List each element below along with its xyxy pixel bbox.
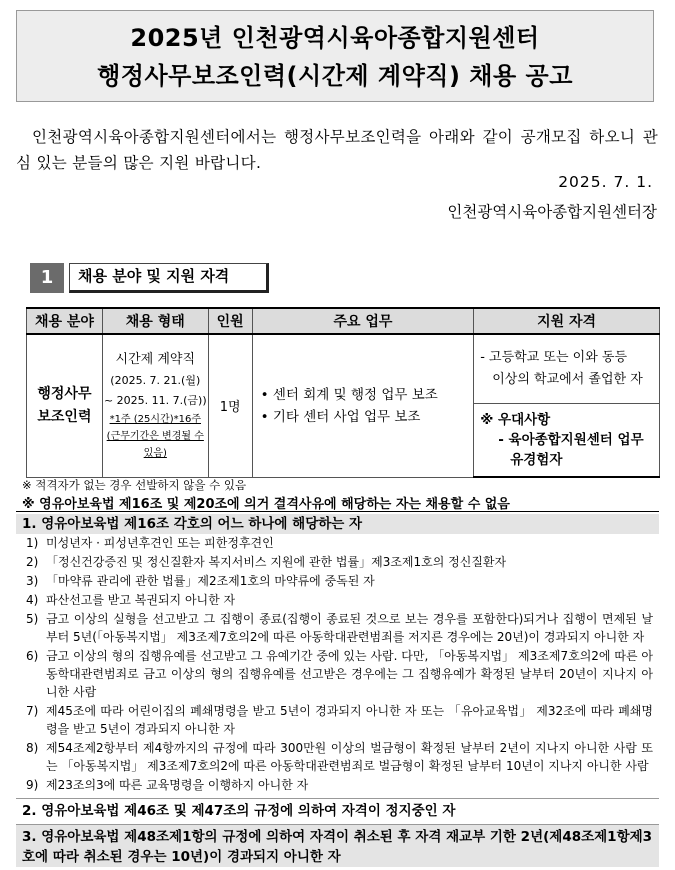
item-number: 9) xyxy=(26,778,39,792)
list-item xyxy=(26,610,653,646)
list-item xyxy=(26,702,653,738)
item-text: 「마약류 관리에 관한 법률」제2조제1호의 마약류에 중독된 자 xyxy=(46,574,375,588)
item-text: 제23조의3에 따른 교육명령을 이행하지 아니한 자 xyxy=(46,778,309,792)
qualification-line: 이상의 학교에서 졸업한 자 xyxy=(492,372,643,387)
item-number: 4) xyxy=(26,593,39,607)
disqualification-heading-3: 3. 영유아보육법 제48조제1항의 규정에 의하여 자격이 취소된 후 자격 재교부 기한 2년(제48조제1항제3호에 따라 취소된 경우는 10년)이 경과되지 아니한 자 xyxy=(16,824,659,867)
header-type: 채용 형태 xyxy=(102,308,208,334)
list-item xyxy=(26,553,653,571)
qualification-line: - 고등학교 또는 이와 동등 xyxy=(480,350,628,365)
item-number: 6) xyxy=(26,649,39,663)
header-qualification: 지원 자격 xyxy=(474,308,660,334)
disqualification-box xyxy=(16,511,659,865)
item-text: 「정신건강증진 및 정신질환자 복지서비스 지원에 관한 법률」제3조제1호의 정신질환자 xyxy=(46,555,507,569)
item-text: 금고 이상의 실형을 선고받고 그 집행이 종료(집행이 종료된 것으로 보는 경우를 포함한다)되거나 집행이 면제된 날부터 5년(「아동복지법」 제3조제7호의2에 따른 아동학대관련범죄를 저지른 경우에는 20년)이 경과되지 아니한 자 xyxy=(46,612,653,644)
item-text: 금고 이상의 형의 집행유예를 선고받고 그 유예기간 중에 있는 사람. 다만, 「아동복지법」 제3조제7호의2에 따른 아동학대관련범죄로 금고 이상의 형의 집행유예를 선고받은 경우에는 그 집행유예가 확정된 날부터 20년이 지나지 아니한 사람 xyxy=(46,649,653,699)
duty-item: • 센터 회계 및 행정 업무 보조 xyxy=(260,386,438,403)
qualification-cell xyxy=(474,334,660,404)
preference-cell xyxy=(474,404,660,478)
headcount-cell: 1명 xyxy=(208,334,252,477)
item-text: 제45조에 따라 어린이집의 폐쇄명령을 받고 5년이 경과되지 아니한 자 또는 「유아교육법」 제32조에 따라 폐쇄명령을 받고 5년이 경과되지 아니한 자 xyxy=(46,704,653,736)
item-number: 1) xyxy=(26,536,39,550)
preference-title: ※ 우대사항 xyxy=(480,412,551,428)
disqualification-heading-1: 1. 영유아보육법 제16조 각호의 어느 하나에 해당하는 자 xyxy=(16,514,659,534)
duty-item: • 기타 센터 사업 업무 보조 xyxy=(260,408,421,425)
item-text: 파산선고를 받고 복권되지 아니한 자 xyxy=(46,593,236,607)
table-header-row xyxy=(27,308,660,334)
list-item xyxy=(26,739,653,775)
item-text: 미성년자 · 피성년후견인 또는 피한정후견인 xyxy=(46,536,274,550)
type-period-start: (2025. 7. 21.(월) xyxy=(110,374,201,388)
announcement-date: 2025. 7. 1. xyxy=(558,173,653,191)
title-box xyxy=(16,10,654,102)
note-no-selection: ※ 적격자가 없는 경우 선발하지 않을 수 있음 xyxy=(22,478,247,492)
field-line: 행정사무 xyxy=(37,385,92,402)
list-item xyxy=(26,591,653,609)
item-number: 3) xyxy=(26,574,39,588)
list-item xyxy=(26,572,653,590)
preference-line: 유경험자 xyxy=(510,452,563,468)
item-number: 5) xyxy=(26,612,39,626)
header-field: 채용 분야 xyxy=(27,308,103,334)
note-disqualification: ※ 영유아보육법 제16조 및 제20조에 의거 결격사유에 해당하는 자는 채용할 수 없음 xyxy=(22,497,510,512)
list-item xyxy=(26,647,653,701)
type-period-end: ~ 2025. 11. 7.(금)) xyxy=(103,394,207,408)
list-item xyxy=(26,776,653,794)
issuer: 인천광역시육아종합지원센터장 xyxy=(447,203,657,221)
field-line: 보조인력 xyxy=(37,408,92,425)
table-row xyxy=(27,334,660,404)
disqualification-list xyxy=(16,534,659,794)
field-cell xyxy=(27,334,103,477)
section-title: 채용 분야 및 지원 자격 xyxy=(69,263,269,293)
header-duties: 주요 업무 xyxy=(252,308,474,334)
item-number: 8) xyxy=(26,741,39,755)
section-number: 1 xyxy=(30,263,64,293)
disqualification-heading-2: 2. 영유아보육법 제46조 및 제47조의 규정에 의하여 자격이 정지중인 자 xyxy=(16,798,659,821)
list-item xyxy=(26,534,653,552)
type-hours-note: *1주 (25시간)*16주 xyxy=(109,414,201,426)
recruitment-table xyxy=(26,307,660,478)
item-number: 7) xyxy=(26,704,39,718)
page-subtitle: 행정사무보조인력(시간제 계약직) 채용 공고 xyxy=(97,62,573,90)
type-cell xyxy=(102,334,208,477)
page-title: 2025년 인천광역시육아종합지원센터 xyxy=(130,24,540,52)
duties-cell xyxy=(252,334,474,477)
type-change-note: (근무기간은 변경될 수 있음) xyxy=(106,431,204,460)
type-line: 시간제 계약직 xyxy=(115,352,196,368)
intro-paragraph: 인천광역시육아종합지원센터에서는 행정사무보조인력을 아래와 같이 공개모집 하오니 관심 있는 분들의 많은 지원 바랍니다. xyxy=(16,128,658,172)
item-text: 제54조제2항부터 제4항까지의 규정에 따라 300만원 이상의 벌금형이 확정된 날부터 2년이 지나지 아니한 사람 또는 「아동복지법」 제3조제7호의2에 따른 아동학대관련범죄로 벌금형이 확정된 날부터 10년이 지나지 아니한 사람 xyxy=(46,741,653,773)
preference-line: - 육아종합지원센터 업무 xyxy=(498,432,644,448)
item-number: 2) xyxy=(26,555,39,569)
header-headcount: 인원 xyxy=(208,308,252,334)
